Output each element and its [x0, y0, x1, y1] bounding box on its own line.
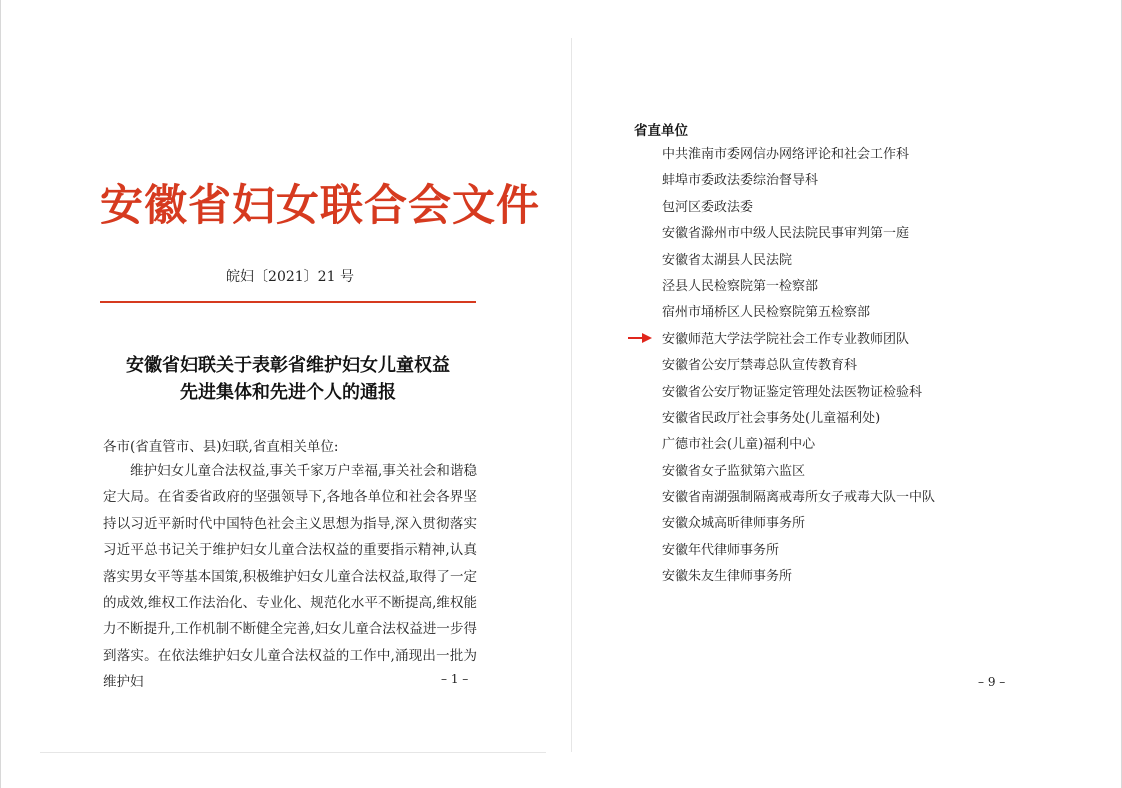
- list-item: 安徽省公安厅物证鉴定管理处法医物证检验科: [662, 384, 923, 400]
- list-item: 安徽众城高昕律师事务所: [662, 516, 806, 532]
- list-item: 安徽省滁州市中级人民法院民事审判第一庭: [662, 226, 910, 242]
- body-paragraph: 维护妇女儿童合法权益,事关千家万户幸福,事关社会和谐稳定大局。在省委省政府的坚强领导下,各地各单位和社会各界坚持以习近平新时代中国特色社会主义思想为指导,深入贯彻落实习近平总书记关于维护妇女儿童合法权益的重要指示精神,认真落实男女平等基本国策,积极维护妇女儿童合法权益,取得了一定的成效,维权工作法治化、专业化、规范化水平不断提高,维权能力不断提升,工作机制不断健全完善,妇女儿童合法权益进一步得到落实。在依法维护妇女儿童合法权益的工作中,涌现出一批为维护妇: [103, 463, 477, 691]
- list-item: 安徽年代律师事务所: [662, 542, 780, 558]
- list-item: 安徽省公安厅禁毒总队宣传教育科: [662, 358, 858, 374]
- list-item: 安徽省太湖县人民法院: [662, 252, 793, 268]
- list-item: 宿州市埇桥区人民检察院第五检察部: [662, 305, 871, 321]
- list-item: 包河区委政法委: [662, 199, 754, 215]
- document-title-line-1: 安徽省妇联关于表彰省维护妇女儿童权益: [126, 355, 450, 376]
- document-title-line-2: 先进集体和先进个人的通报: [180, 382, 396, 403]
- list-item: 泾县人民检察院第一检察部: [662, 278, 819, 294]
- salutation: 各市(省直管市、县)妇联,省直相关单位:: [103, 439, 339, 455]
- list-item: 蚌埠市委政法委综治督导科: [662, 173, 819, 189]
- document-header: 安徽省妇女联合会文件: [100, 181, 540, 231]
- page-bottom-line: [40, 752, 546, 753]
- page-number-left: – 1 –: [441, 672, 469, 686]
- list-item: 安徽省民政厅社会事务处(儿童福利处): [662, 410, 881, 426]
- arrow-right-icon: [627, 332, 653, 344]
- page-edge-left: [0, 0, 1, 788]
- list-item: 安徽省女子监狱第六监区: [662, 463, 806, 479]
- red-divider-rule: [100, 301, 476, 303]
- list-item-highlighted: 安徽师范大学法学院社会工作专业教师团队: [662, 331, 910, 347]
- section-heading: 省直单位: [634, 123, 688, 139]
- list-item: 安徽省南湖强制隔离戒毒所女子戒毒大队一中队: [662, 490, 936, 506]
- document-number: 皖妇〔2021〕21 号: [226, 269, 354, 285]
- list-item: 中共淮南市委网信办网络评论和社会工作科: [662, 147, 910, 162]
- page-number-right: – 9 –: [978, 675, 1006, 689]
- page-divider: [571, 38, 572, 752]
- list-item: 广德市社会(儿童)福利中心: [662, 437, 816, 453]
- list-item: 安徽朱友生律师事务所: [662, 569, 793, 585]
- unit-list: [662, 142, 935, 591]
- document-title: [100, 352, 476, 406]
